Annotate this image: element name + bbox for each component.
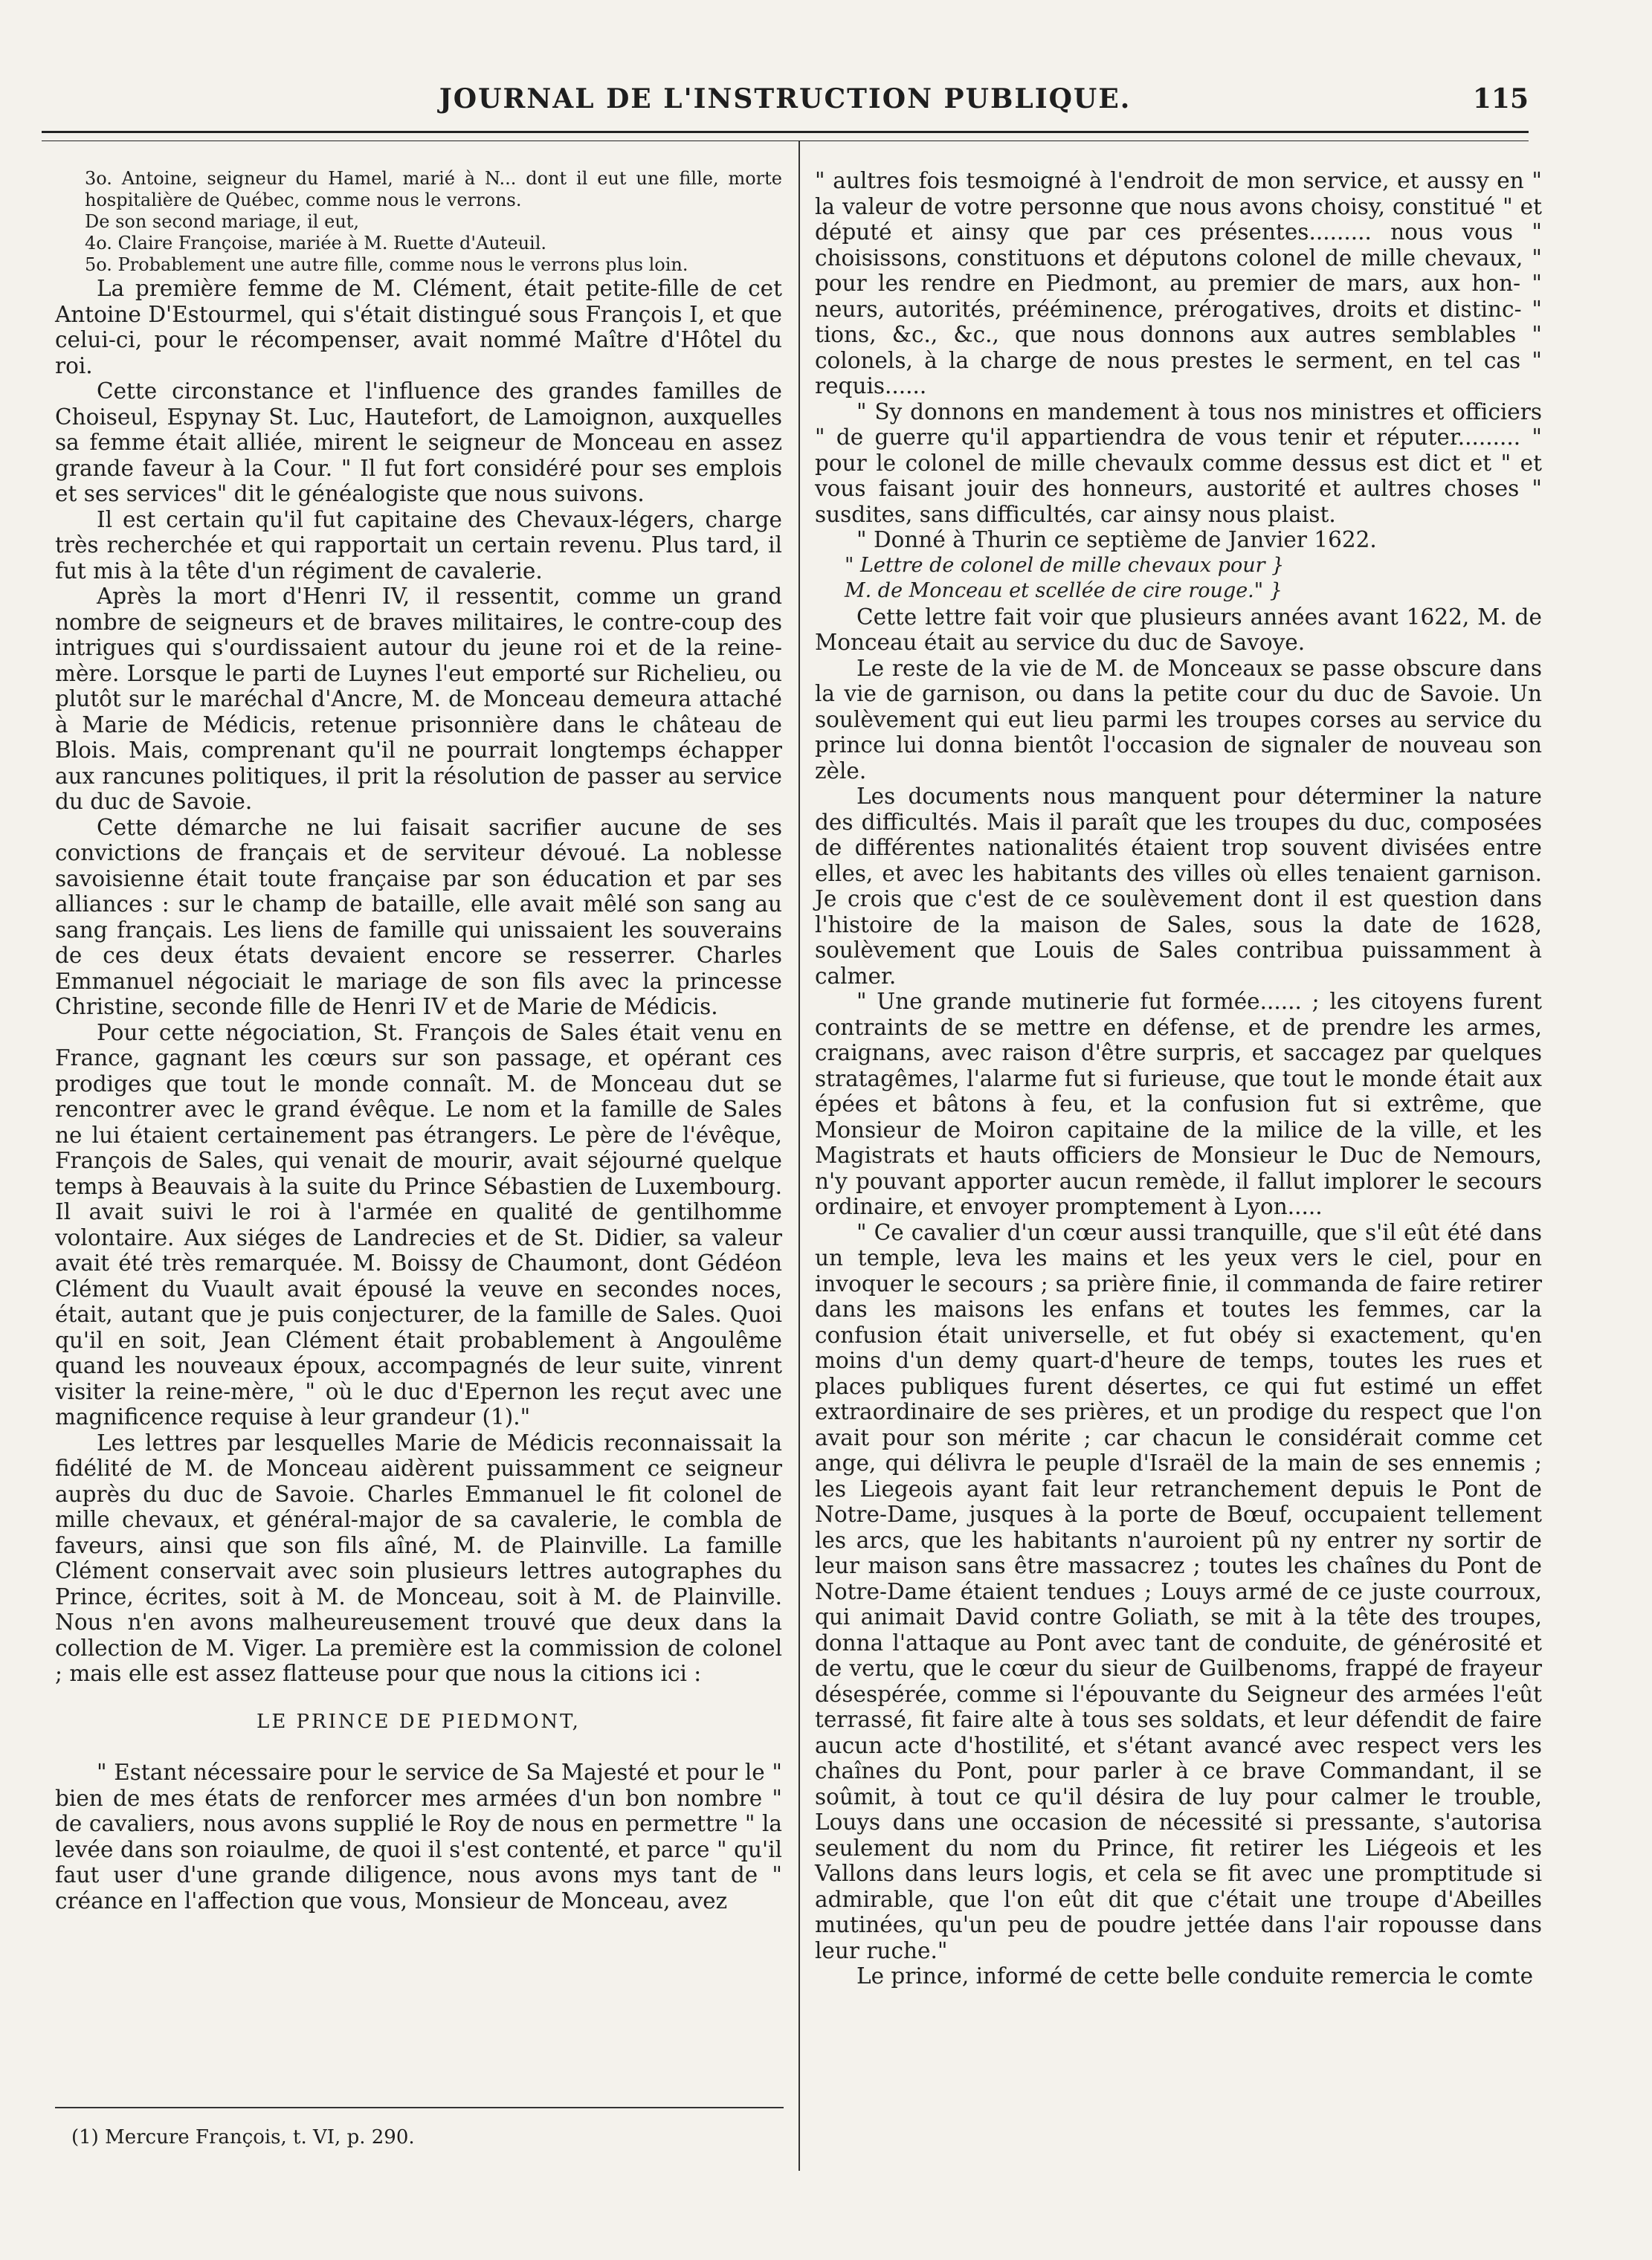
paragraph: Le prince, informé de cette belle conduite remercia le comte: [856, 1963, 1534, 1989]
header-rule: [42, 131, 1529, 141]
paragraph: Pour cette négociation, St. François de Sales était venu en France, gagnant les cœurs sur son passage, et opérant ces prodiges que tout le monde connaît. M. de Monceau dut se rencontrer avec le grand évêque. Le nom et la famille de Sales ne lui étaient certainement pas étrangers. Le père de l'évêque, François de Sales, qui venait de mourir, avait séjourné quelque temps à Beauvais à la suite du Prince Sébastien de Luxembourg. Il avait suivi le roi à l'armée en qualité de gentilhomme volontaire. Aux siéges de Landrecies et de St. Didier, sa valeur avait été très remarquée. M. Boissy de Chaumont, dont Gédéon Clément du Vuault avait épousé la veuve en secondes noces, était, autant que je puis conjecturer, de la famille de Sales. Quoi qu'il en soit, Jean Clément était probablement à Angoulême quand les nouveaux époux, accompagnés de leur suite, vinrent visiter la reine-mère, " où le duc d'Epernon les reçut avec une magnificence requise à leur grandeur (1).": [55, 1019, 782, 1430]
paragraph: Les lettres par lesquelles Marie de Médicis reconnaissait la fidélité de M. de Monceau aidèrent puissamment ce seigneur auprès du duc de Savoie. Charles Emmanuel le fit colonel de mille chevaux, et général-major de sa cavalerie, le combla de faveurs, ainsi que son fils aîné, M. de Plainville. La famille Clément conservait avec soin plusieurs lettres autographes du Prince, écrites, soit à M. de Monceau, soit à M. de Plainville. Nous n'en avons malheureusement trouvé que deux dans la collection de M. Viger. La première est la commission de colonel ; mais elle est assez flatteuse pour que nous la citions ici :: [55, 1430, 782, 1686]
paragraph: Cette démarche ne lui faisait sacrifier aucune de ses convictions de français et de serviteur dévoué. La noblesse savoisienne était toute française par son éducation et par ses alliances : sur le champ de bataille, elle avait mêlé son sang au sang français. Les liens de famille qui unissaient les souverains de ces deux états devaient encore se resserrer. Charles Emmanuel négociait le mariage de son fils avec la princesse Christine, seconde fille de Henri IV et de Marie de Médicis.: [55, 814, 782, 1019]
paragraph: Après la mort d'Henri IV, il ressentit, comme un grand nombre de seigneurs et de braves militaires, le contre-coup des intrigues qui s'ourdissaient autour du jeune roi et de la reine-mère. Lorsque le parti de Luynes l'eut emporté sur Richelieu, ou plutôt sur le maréchal d'Ancre, M. de Monceau demeura attaché à Marie de Médicis, retenue prisonnière dans le château de Blois. Mais, comprenant qu'il ne pourrait longtemps échapper aux rancunes politiques, il prit la résolution de passer au service du duc de Savoie.: [55, 584, 782, 814]
list-item: 5o. Probablement une autre fille, comme nous le verrons plus loin.: [85, 254, 688, 275]
letter-signature: [815, 553, 1542, 604]
letter-text: " Donné à Thurin ce septième de Janvier 1622.: [856, 527, 1377, 552]
page-number: 115: [1472, 83, 1529, 114]
paragraph: Les documents nous manquent pour déterminer la nature des difficultés. Mais il paraît que les troupes du duc, composées de différentes nationalités étaient trop souvent divisées entre elles, et avec les habitants des villes où elles tenaient garnison. Je crois que c'est de ce soulèvement dont il est question dans l'histoire de la maison de Sales, sous la date de 1628, soulèvement que Louis de Sales contribua puissamment à calmer.: [815, 784, 1542, 989]
paragraph: Cette lettre fait voir que plusieurs années avant 1622, M. de Monceau était au service du duc de Savoye.: [815, 604, 1542, 655]
letter-heading: LE PRINCE DE PIEDMONT,: [256, 1710, 581, 1733]
list-item: De son second mariage, il eut,: [85, 211, 360, 232]
signature-line: M. de Monceau et scellée de cire rouge." }: [845, 579, 1282, 602]
paragraph: Il est certain qu'il fut capitaine des Chevaux-légers, charge très recherchée et qui rapportait un certain revenu. Plus tard, il fut mis à la tête d'un régiment de cavalerie.: [55, 506, 782, 584]
footnote: (1) Mercure François, t. VI, p. 290.: [71, 2126, 415, 2148]
paragraph: Cette circonstance et l'influence des grandes familles de Choiseul, Espynay St. Luc, Hautefort, de Lamoignon, auxquelles sa femme était alliée, mirent le seigneur de Monceau en assez grande faveur à la Cour. " Il fut fort considéré pour ses emplois et ses services" dit le généalogiste que nous suivons.: [55, 378, 782, 506]
list-item: 4o. Claire Françoise, mariée à M. Ruette d'Auteuil.: [85, 233, 547, 254]
paragraph: La première femme de M. Clément, était petite-fille de cet Antoine D'Estourmel, qui s'était distingué sous François I, et que celui-ci, pour le récompenser, avait nommé Maître d'Hôtel du roi.: [55, 276, 782, 378]
paragraph: " Ce cavalier d'un cœur aussi tranquille, que s'il eût été dans un temple, leva les mains et les yeux vers le ciel, pour en invoquer le secours ; sa prière finie, il commanda de faire retirer dans les maisons les enfans et toutes les femmes, car la confusion était universelle, et fut obéy si exactement, qu'en moins d'un demy quart-d'heure de temps, toutes les rues et places publiques furent désertes, ce qui fut estimé un effet extraordinaire de ses prières, et un prodige du respect que l'on avait pour son mérite ; car chacun le considérait comme cet ange, qui délivra le peuple d'Israël de la main de ses ennemis ; les Liegeois ayant fait leur retranchement depuis le Pont de Notre-Dame, jusques à la porte de Bœuf, occupaient tellement les arcs, que les habitants n'auroient pû ny entrer ny sortir de leur maison sans être massacrez ; toutes les chaînes du Pont de Notre-Dame étaient tendues ; Louys armé de ce juste courroux, qui animait David contre Goliath, se mit à la tête des troupes, donna l'attaque au Pont avec tant de conduite, de générosité et de vertu, que le cœur du sieur de Guilbenoms, frappé de frayeur désespérée, comme si l'épouvante du Seigneur des armées l'eût terrassé, fit faire alte à tous ses soldats, et leur défendit de faire aucun acte d'hostilité, et s'étant avancé avec respect vers les chaînes du Pont, pour parler à ce brave Commandant, il se soûmit, à tout ce qu'il désira de luy pour calmer le trouble, Louys dans une occasion de nécessité si pressante, s'autorisa seulement du nom du Prince, fit retirer les Liégeois et les Vallons dans leurs logis, et cela se fit avec une promptitude si admirable, que l'on eût dit que c'était une troupe d'Abeilles mutinées, qu'un peu de poudre jettée dans l'air ropousse dans leur ruche.": [815, 1219, 1542, 1963]
letter-text: " aultres fois tesmoigné à l'endroit de mon service, et aussy en " la valeur de votre personne que nous avons choisy, constitué " et député et ainsy que par ces présentes......... nous vous " choisissons, constituons et députons colonel de mille chevaux, " pour les rendre en Piedmont, au premier de mars, aux hon- " neurs, autorités, prééminence, prérogatives, droits et distinc- " tions, &c., &c., que nous donnons aux autres semblables " colonels, à la charge de nous prestes le serment, en tel cas " requis......: [815, 168, 1542, 398]
signature-line: " Lettre de colonel de mille chevaux pour }: [845, 553, 1285, 577]
paragraph: " Une grande mutinerie fut formée...... ; les citoyens furent contraints de se mettre en défense, et de prendre les armes, craignans, avec raison d'être surpris, et saccagez par quelques stratagêmes, l'alarme fut si furieuse, que tout le monde était aux épées et bâtons à feu, et la confusion fut si extrême, que Monsieur de Moiron capitaine de la milice de la ville, et les Magistrats et hauts officiers de Monsieur le Duc de Nemours, n'y pouvant apporter aucun remède, il fallut implorer le secours ordinaire, et envoyer promptement à Lyon.....: [815, 989, 1542, 1219]
letter-text: " Estant nécessaire pour le service de Sa Majesté et pour le " bien de mes états de renforcer mes armées d'un bon nombre " de cavaliers, nous avons supplié le Roy de nous en permettre " la levée dans son roiaulme, de quoi il s'est contenté, et parce " qu'il faut user d'une grande diligence, nous avons mys tant de " créance en l'affection que vous, Monsieur de Monceau, avez: [55, 1760, 782, 1914]
right-column: [815, 168, 1542, 1989]
genealogy-list: [55, 168, 782, 276]
left-column: [55, 168, 782, 1914]
footnote-rule: [55, 2107, 784, 2108]
paragraph: Le reste de la vie de M. de Monceaux se passe obscure dans la vie de garnison, ou dans la petite cour du duc de Savoie. Un soulèvement qui eut lieu parmi les troupes corses au service du prince lui donna bientôt l'occasion de signaler de nouveau son zèle.: [815, 655, 1542, 784]
list-item: 3o. Antoine, seigneur du Hamel, marié à N... dont il eut une fille, morte hospitalière de Québec, comme nous le verrons.: [85, 168, 782, 210]
letter-text: " Sy donnons en mandement à tous nos ministres et officiers " de guerre qu'il appartiendra de vous tenir et réputer......... " pour le colonel de mille chevaulx comme dessus est dict et " et vous faisant jouir des honneurs, austorité et aultres choses " susdites, sans difficultés, car ainsy nous plaist.: [815, 398, 1542, 527]
column-divider: [798, 141, 800, 2171]
journal-title: JOURNAL DE L'INSTRUCTION PUBLIQUE.: [439, 83, 1132, 114]
page-header: [42, 83, 1529, 128]
